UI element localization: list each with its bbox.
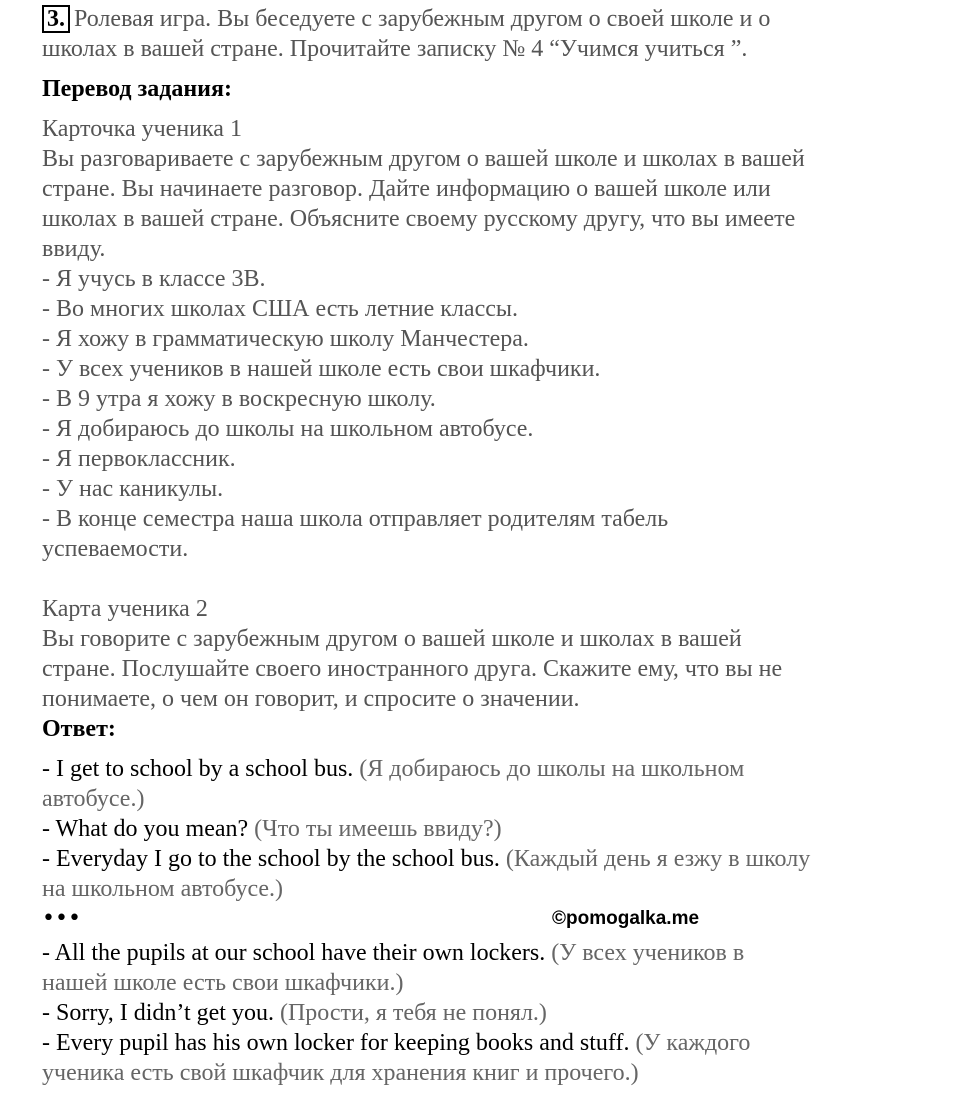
task-text-1: Ролевая игра. Вы беседуете с зарубежным другом о своей школе и о	[74, 6, 771, 32]
answer-block	[42, 754, 942, 1088]
card-1-line: - В конце семестра наша школа отправляет родителям табель	[42, 506, 669, 532]
card-2-line: стране. Послушайте своего иностранного друга. Скажите ему, что вы не	[42, 656, 783, 682]
ellipsis-dots: •••	[42, 906, 81, 931]
card-1-line: - Я учусь в классе 3В.	[42, 266, 266, 292]
card-2-line: понимаете, о чем он говорит, и спросите о значении.	[42, 686, 580, 712]
answer-english: - Everyday I go to the school by the school bus.	[42, 846, 500, 872]
answer-russian-cont: нашей школе есть свои шкафчики.)	[42, 970, 404, 996]
site-watermark: ©pomogalka.me	[552, 908, 700, 929]
answer-line	[42, 1028, 942, 1058]
answer-heading: Ответ:	[42, 716, 116, 742]
card-1-line: - Во многих школах США есть летние классы.	[42, 296, 519, 322]
answer-russian: (Что ты имеешь ввиду?)	[248, 816, 502, 842]
card-1-line: - Я хожу в грамматическую школу Манчестера.	[42, 326, 529, 352]
task-line-2: школах в вашей стране. Прочитайте записку № 4 “Учимся учиться ”.	[42, 36, 748, 62]
card-1-line: стране. Вы начинаете разговор. Дайте информацию о вашей школе или	[42, 176, 771, 202]
card-1-line: - В 9 утра я хожу в воскресную школу.	[42, 386, 436, 412]
translation-heading: Перевод задания:	[42, 76, 232, 102]
answer-line	[42, 998, 942, 1028]
card-1-line: школах в вашей стране. Объясните своему русскому другу, что вы имеете	[42, 206, 796, 232]
answer-english: - Sorry, I didn’t get you.	[42, 1000, 274, 1026]
card-1-line: Вы разговариваете с зарубежным другом о вашей школе и школах в вашей	[42, 146, 805, 172]
answer-english: - All the pupils at our school have their own lockers.	[42, 940, 546, 966]
answer-english: - Every pupil has his own locker for keeping books and stuff.	[42, 1030, 630, 1056]
answer-english: - I get to school by a school bus.	[42, 756, 354, 782]
card-1-line: - Я первоклассник.	[42, 446, 236, 472]
card-2-line: Вы говорите с зарубежным другом о вашей школе и школах в вашей	[42, 626, 742, 652]
card-2-title: Карта ученика 2	[42, 596, 208, 622]
separator-row	[42, 904, 942, 934]
card-1-line: - Я добираюсь до школы на школьном автобусе.	[42, 416, 534, 442]
answer-english: - What do you mean?	[42, 816, 249, 842]
answer-russian: (Каждый день я езжу в школу	[499, 846, 811, 872]
answer-line	[42, 754, 942, 784]
card-1-title: Карточка ученика 1	[42, 116, 242, 142]
card-1-line: - У всех учеников в нашей школе есть свои шкафчики.	[42, 356, 601, 382]
card-1	[42, 114, 942, 564]
answer-russian: (Прости, я тебя не понял.)	[273, 1000, 547, 1026]
document-page	[42, 4, 942, 1088]
answer-russian: (Я добираюсь до школы на школьном	[353, 756, 745, 782]
answer-line	[42, 814, 942, 844]
answer-russian-cont: ученика есть свой шкафчик для хранения книг и прочего.)	[42, 1060, 639, 1086]
card-1-line: успеваемости.	[42, 536, 189, 562]
answer-russian-cont: автобусе.)	[42, 786, 145, 812]
task-line-1	[42, 4, 942, 34]
answer-russian-cont: на школьном автобусе.)	[42, 876, 284, 902]
task-number: 3.	[42, 5, 70, 33]
card-1-line: ввиду.	[42, 236, 106, 262]
answer-line	[42, 844, 942, 874]
card-1-line: - У нас каникулы.	[42, 476, 224, 502]
answer-line	[42, 938, 942, 968]
answer-russian: (У каждого	[629, 1030, 751, 1056]
card-2	[42, 594, 942, 714]
answer-russian: (У всех учеников в	[545, 940, 745, 966]
